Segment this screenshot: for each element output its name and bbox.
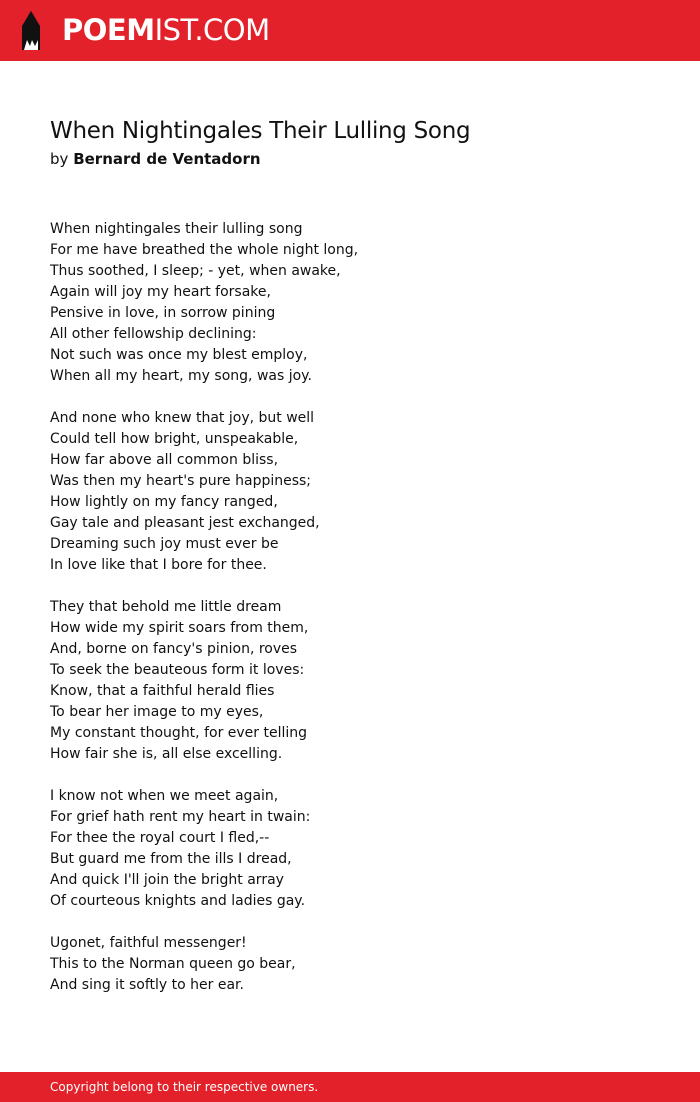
logo-bold-text: POEM — [62, 13, 155, 47]
poem-line: To seek the beauteous form it loves: — [50, 662, 305, 678]
poem-line: I know not when we meet again, — [50, 788, 279, 804]
poem-title: When Nightingales Their Lulling Song — [50, 118, 471, 144]
poem-line: But guard me from the ills I dread, — [50, 851, 292, 867]
poem-line: How fair she is, all else excelling. — [50, 746, 283, 762]
poem-line: Know, that a faithful herald flies — [50, 683, 275, 699]
poem-line: And, borne on fancy's pinion, roves — [50, 641, 298, 657]
poem-line: My constant thought, for ever telling — [50, 725, 308, 741]
site-logo[interactable] — [62, 12, 270, 48]
poem-line: Thus soothed, I sleep; - yet, when awake, — [50, 263, 341, 279]
poem-line: In love like that I bore for thee. — [50, 557, 267, 573]
pencil-tip-icon[interactable] — [18, 10, 44, 52]
poem-line: Pensive in love, in sorrow pining — [50, 305, 276, 321]
byline-prefix: by — [50, 150, 69, 168]
stanza — [50, 933, 650, 996]
poem-line: When all my heart, my song, was joy. — [50, 368, 312, 384]
poem-line: How far above all common bliss, — [50, 452, 279, 468]
poem-line: And none who knew that joy, but well — [50, 410, 315, 426]
poem-line: For grief hath rent my heart in twain: — [50, 809, 311, 825]
poem-line: All other fellowship declining: — [50, 326, 257, 342]
poem-line: They that behold me little dream — [50, 599, 282, 615]
poem-line: Ugonet, faithful messenger! — [50, 935, 247, 951]
copyright-notice: Copyright belong to their respective owners. — [50, 1080, 319, 1094]
poem-line: For me have breathed the whole night long, — [50, 242, 359, 258]
poem-line: And quick I'll join the bright array — [50, 872, 284, 888]
poem-line: When nightingales their lulling song — [50, 221, 303, 237]
site-header — [0, 0, 700, 61]
logo-light-text: IST.COM — [154, 13, 270, 47]
poem-line: How wide my spirit soars from them, — [50, 620, 309, 636]
byline — [50, 148, 261, 170]
poem-line: For thee the royal court I fled,-- — [50, 830, 270, 846]
poem-line: Was then my heart's pure happiness; — [50, 473, 312, 489]
poem-line: To bear her image to my eyes, — [50, 704, 264, 720]
poem-body — [50, 219, 650, 1017]
poem-line: Of courteous knights and ladies gay. — [50, 893, 306, 909]
poem-line: And sing it softly to her ear. — [50, 977, 244, 993]
poem-line: This to the Norman queen go bear, — [50, 956, 296, 972]
poem-line: How lightly on my fancy ranged, — [50, 494, 278, 510]
site-footer — [0, 1072, 700, 1102]
stanza — [50, 219, 650, 387]
author-name: Bernard de Ventadorn — [73, 150, 261, 168]
poem-line: Not such was once my blest employ, — [50, 347, 308, 363]
poem-line: Gay tale and pleasant jest exchanged, — [50, 515, 320, 531]
stanza — [50, 786, 650, 912]
poem-line: Could tell how bright, unspeakable, — [50, 431, 299, 447]
poem-line: Again will joy my heart forsake, — [50, 284, 271, 300]
stanza — [50, 408, 650, 576]
stanza — [50, 597, 650, 765]
poem-line: Dreaming such joy must ever be — [50, 536, 279, 552]
